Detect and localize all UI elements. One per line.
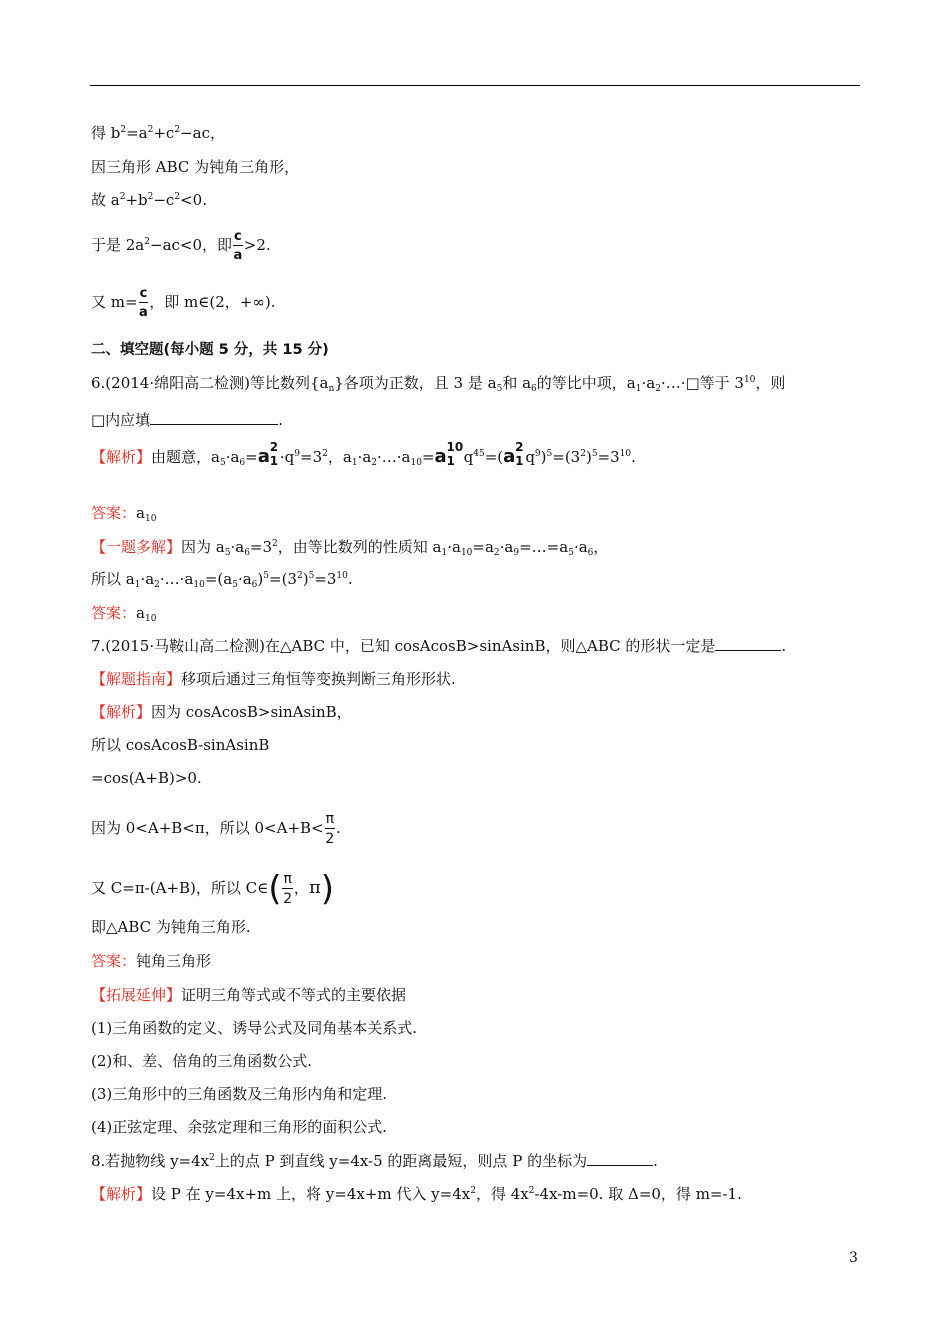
a1-squared: a 2 1: [257, 440, 279, 468]
q8-analysis: 【解析】设 P 在 y=4x+m 上，将 y=4x+m 代入 $y=4x^2$，得 $4x^2-4x-m=0$. 取 Δ=0，得 m=-1.: [91, 1185, 742, 1203]
extension-item: (2)和、差、倍角的三角函数公式.: [91, 1052, 313, 1070]
header-rule: [90, 85, 860, 86]
ratio-line: 于是 $2a^2-ac<0$，即 $\frac{c}{a}$ >2.: [91, 229, 271, 263]
q7-answer: 答案：钝角三角形: [91, 952, 212, 970]
extension-tag: 【拓展延伸】: [91, 986, 182, 1004]
answer-blank: [150, 412, 278, 425]
q6-answer-2: 答案：$a_{10}$: [91, 604, 157, 624]
page-number: 3: [849, 1250, 858, 1266]
section-heading: 二、填空题(每小题 5 分，共 15 分): [91, 342, 329, 358]
guide-tag: 【解题指南】: [91, 670, 182, 688]
q7-step-3: =cos(A+B)>0.: [91, 769, 202, 787]
question-6-blank-line: □内应填 .: [91, 411, 283, 429]
answer-blank: [715, 638, 781, 651]
q7-step-2: 所以 cosAcosB-sinAsinB: [91, 736, 270, 754]
q7-step-4: 因为 0<A+B<π，所以 0<A+B< $\frac{\pi}{2}$ .: [91, 811, 341, 847]
close-paren: ): [320, 869, 335, 909]
analysis-tag: 【解析】: [91, 448, 152, 466]
m-range-line: 又 m= $\frac{c}{a}$ ，即 m∈(2，+∞).: [91, 286, 276, 320]
eq-law-of-cosines: 得 $b^2=a^2+c^2-ac$，: [91, 124, 225, 142]
q7-step-6: 即△ABC 为钝角三角形.: [91, 918, 251, 936]
a1-power-10: a 10 1: [434, 440, 464, 468]
fraction-c-over-a: $\frac{c}{a}$: [233, 229, 243, 263]
q6-answer: 答案：$a_{10}$: [91, 504, 157, 524]
fraction-pi-over-2: $\frac{\pi}{2}$: [283, 871, 293, 907]
q6-analysis: 【解析】由题意，$a_5\cdot a_6=a$ 2 1 $\cdot q^9=3^2$，$a_1\cdot a_2\cdot\dots\cdot a_{10}=a$ 10 1 $q^{45}=(a$ 2 1 $q^9)^5=(3^2)^5=3^{10}$.: [91, 440, 636, 468]
a1-squared: a 2 1: [503, 440, 524, 468]
answer-blank: [587, 1153, 653, 1166]
analysis-tag: 【解析】: [91, 1185, 152, 1203]
extension-item: (4)正弦定理、余弦定理和三角形的面积公式.: [91, 1118, 388, 1136]
q6-alt-conclusion: 所以 $a_1\cdot a_2\cdot\dots\cdot a_{10}=(a_5\cdot a_6)^5=(3^2)^5=3^{10}$.: [91, 570, 353, 590]
fraction-c-over-a: $\frac{c}{a}$: [139, 286, 148, 320]
obtuse-statement: 因三角形 ABC 为钝角三角形，: [91, 158, 300, 176]
q7-analysis: 【解析】因为 cosAcosB>sinAsinB，: [91, 703, 352, 721]
q7-guide: 【解题指南】移项后通过三角恒等变换判断三角形形状.: [91, 670, 456, 688]
question-6: 6.(2014·绵阳高二检测)等比数列$\{a_n\}$各项为正数，且 3 是 $a_5$和 $a_6$的等比中项，$a_1\cdot a_2\cdot\dots\cdot□$等于 $3^{10}$，则: [91, 374, 786, 394]
open-paren: (: [268, 869, 282, 909]
extension-item: (3)三角形中的三角函数及三角形内角和定理.: [91, 1085, 388, 1103]
analysis-tag: 【解析】: [91, 703, 152, 721]
fraction-pi-over-2: $\frac{\pi}{2}$: [325, 811, 335, 847]
q7-extension: 【拓展延伸】证明三角等式或不等式的主要依据: [91, 986, 407, 1004]
question-7: 7.(2015·马鞍山高二检测)在△ABC 中，已知 cosAcosB>sinAsinB，则△ABC 的形状一定是 .: [91, 637, 787, 655]
inequality-line: 故 $a^2+b^2-c^2<0$.: [91, 191, 207, 209]
extension-item: (1)三角函数的定义、诱导公式及同角基本关系式.: [91, 1019, 418, 1037]
question-8: 8.若抛物线 $y=4x^2$上的点 P 到直线 y=4x-5 的距离最短，则点 P 的坐标为 .: [91, 1152, 658, 1170]
q7-step-5: 又 C=π-(A+B)，所以 C∈( $\frac{\pi}{2}$ ，π): [91, 869, 335, 909]
multi-solution-tag: 【一题多解】: [91, 538, 182, 556]
q6-alt-solution: 【一题多解】因为 $a_5\cdot a_6=3^2$，由等比数列的性质知 $a_1\cdot a_{10}=a_2\cdot a_9=\dots=a_5\cdot a_6$，: [91, 538, 609, 558]
